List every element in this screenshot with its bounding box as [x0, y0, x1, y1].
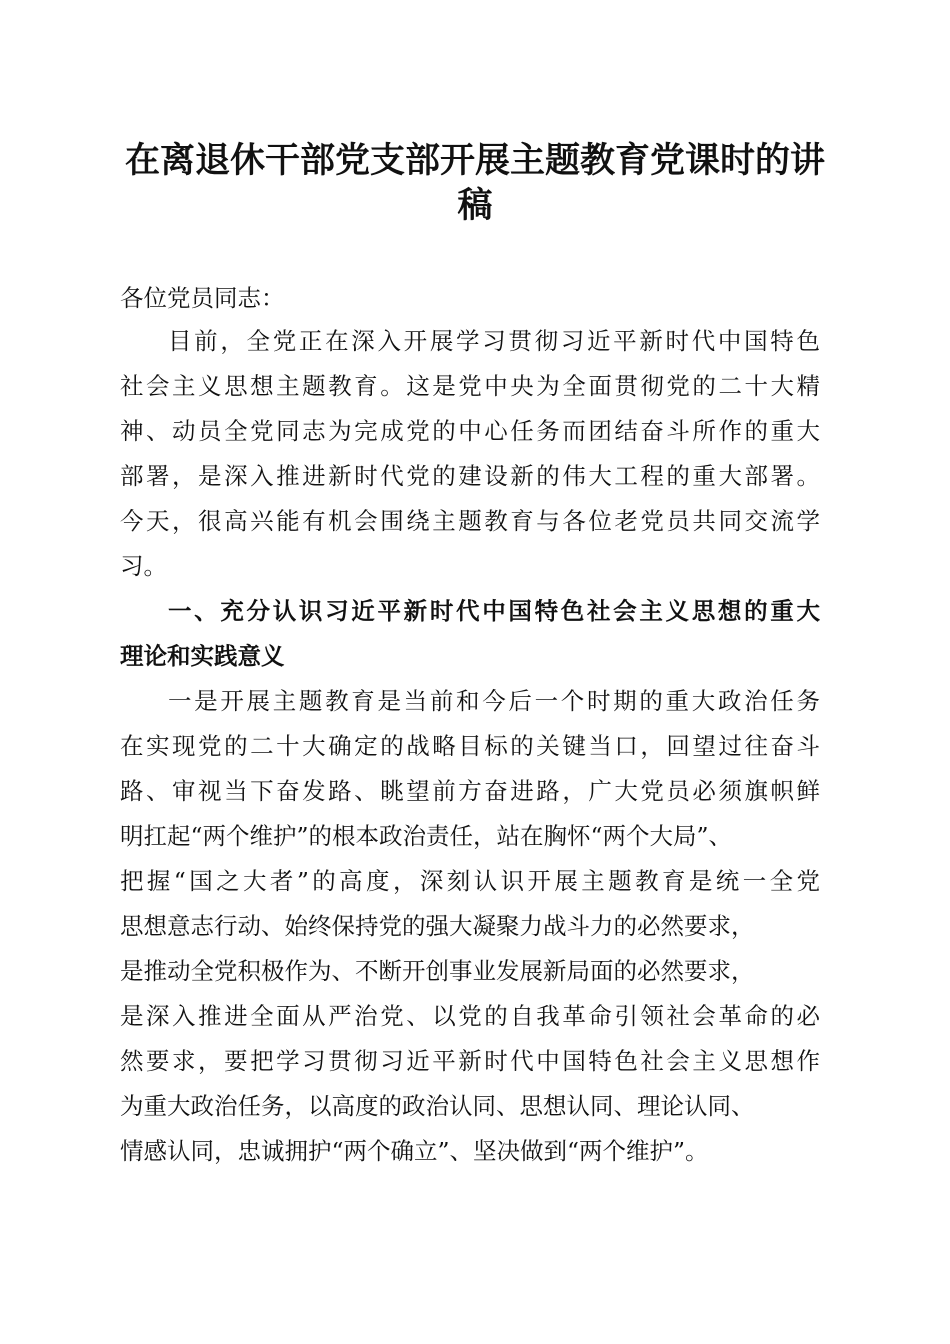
- paragraph-line: 是深入推进全面从严治党、以党的自我革命引领社会革命的必: [120, 1002, 820, 1030]
- document-title-line-2: 稿: [457, 185, 493, 226]
- paragraph-line: 习。: [120, 552, 167, 580]
- section-heading-line: 理论和实践意义: [120, 642, 285, 670]
- paragraph-line: 目前，全党正在深入开展学习贯彻习近平新时代中国特色: [168, 327, 820, 355]
- paragraph-line: 在实现党的二十大确定的战略目标的关键当口，回望过往奋斗: [120, 732, 820, 760]
- paragraph-line: 是推动全党积极作为、不断开创事业发展新局面的必然要求，: [120, 957, 755, 985]
- paragraph-line: 思想意志行动、始终保持党的强大凝聚力战斗力的必然要求，: [120, 912, 755, 940]
- paragraph-line: 为重大政治任务，以高度的政治认同、思想认同、理论认同、: [120, 1092, 755, 1120]
- paragraph-line: 路、审视当下奋发路、眺望前方奋进路，广大党员必须旗帜鲜: [120, 777, 820, 805]
- paragraph-line: 然要求，要把学习贯彻习近平新时代中国特色社会主义思想作: [120, 1047, 820, 1075]
- paragraph-line: 一是开展主题教育是当前和今后一个时期的重大政治任务: [168, 687, 820, 715]
- paragraph-line: 今天，很高兴能有机会围绕主题教育与各位老党员共同交流学: [120, 507, 820, 535]
- paragraph-line: 神、动员全党同志为完成党的中心任务而团结奋斗所作的重大: [120, 417, 820, 445]
- paragraph-line: 情感认同，忠诚拥护“两个确立”、坚决做到“两个维护”。: [120, 1137, 709, 1165]
- greeting: 各位党员同志：: [120, 284, 285, 312]
- document-title-line-1: 在离退休干部党支部开展主题教育党课时的讲: [124, 140, 825, 181]
- paragraph-line: 明扛起“两个维护”的根本政治责任，站在胸怀“两个大局”、: [120, 822, 733, 850]
- paragraph-line: 把握“国之大者”的高度，深刻认识开展主题教育是统一全党: [120, 867, 820, 895]
- paragraph-line: 部署，是深入推进新时代党的建设新的伟大工程的重大部署。: [120, 462, 820, 490]
- paragraph-line: 社会主义思想主题教育。这是党中央为全面贯彻党的二十大精: [120, 372, 820, 400]
- section-heading-line: 一、充分认识习近平新时代中国特色社会主义思想的重大: [168, 597, 820, 625]
